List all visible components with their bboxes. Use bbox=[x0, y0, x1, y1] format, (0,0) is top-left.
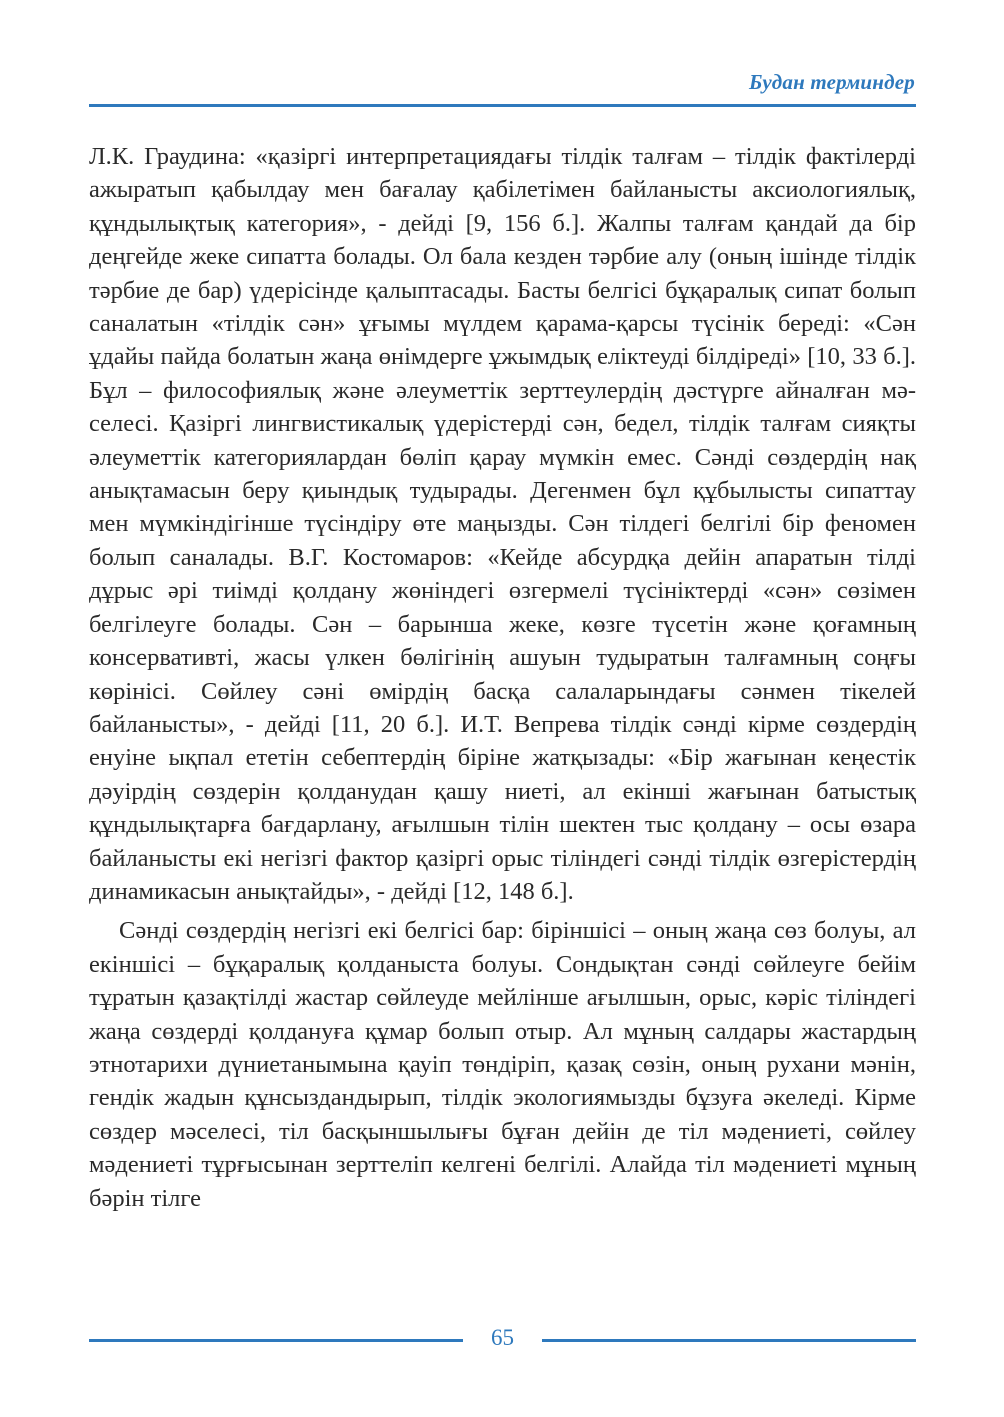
running-header: Будан терминдер bbox=[749, 70, 915, 94]
paragraph-2: Сәнді сөздердің негізгі екі белгісі бар: біріншісі – оның жаңа сөз болуы, ал екіншісі – бұқаралық қолданыста болуы. Сондықтан сәнді сөйлеуге бейім тұратын қазақтілді жастар сөйлеуде мейлінше ағылшын, орыс, кәріс тіліндегі жаңа сөздерді қолдануға құмар болып отыр. Ал мұның салдары жастардың этнотарихи дүниетанымына қауіп төндіріп, қазақ сөзін, оның рухани мәнін, гендік жадын құнсыздандырып, тілдік экологиямызды бұзуға әкеледі. Кірме сөздер мәселесі, тіл басқыншылығы бұған дейін де тіл мәдениеті, сөйлеу мәдениеті тұрғысынан зерттеліп келгені белгілі. Алайда тіл мәдениеті мұның бәрін тілге bbox=[89, 917, 916, 1212]
page-footer bbox=[89, 1325, 916, 1355]
body-text bbox=[89, 140, 916, 1215]
page-number: 65 bbox=[491, 1325, 514, 1350]
footer-rule-right bbox=[542, 1339, 916, 1342]
header-rule bbox=[89, 104, 916, 107]
paragraph-1: Л.К. Граудина: «қазіргі интерпретациядағы тілдік талғам – тілдік фактілерді ажыратып қабылдау мен бағалау қабілетімен байланысты аксиологиялық, құндылықтық категория», - дейді [9, 156 б.]. Жалпы талғам қандай да бір деңгейде жеке сипатта болады. Ол бала кезден тәрбие алу (оның ішінде тілдік тәрбие де бар) үдерісінде қалыптасады. Басты белгісі бұқаралық сипат болып саналатын «тілдік сән» ұғымы мүлдем қарама-қарсы түсінік береді: «Сән ұдайы пайда болатын жаңа өнімдерге ұжымдық еліктеуді білдіреді» [10, 33 б.]. Бұл – философиялық және әлеуметтік зерттеулердің дәстүрге айналған мәселесі. Қазіргі лингвистикалық үдерістерді сән, бедел, тілдік талғам сияқты әлеуметтік категориялардан бөліп қарау мүмкін емес. Сәнді сөздердің нақ анықтамасын беру қиындық тудырады. Дегенмен бұл құбылысты сипаттау мен мүмкіндігінше түсіндіру өте маңызды. Сән тілдегі белгілі бір феномен болып саналады. В.Г. Костомаров: «Кейде абсурдқа дейін апаратын тілді дұрыс әрі тиімді қолдану жөніндегі өзгермелі түсініктерді «сән» сөзімен белгілеуге болады. Сән – барынша жеке, көзге түсетін және қоғамның консервативті, жасы үлкен бөлігінің ашуын тудыратын талғамның соңғы көрінісі. Сөйлеу сәні өмірдің басқа салаларындағы сәнмен тікелей байланысты», - дейді [11, 20 б.]. И.Т. Вепрева тілдік сәнді кірме сөздердің енуіне ықпал ететін себептердің біріне жатқызады: «Бір жағынан кеңестік дәуірдің сөздерін қолданудан қашу ниеті, ал екінші жағынан батыстық құндылықтарға бағдарлану, ағылшын тілін шектен тыс қолдану – осы өзара байланысты екі негізгі фактор қазіргі орыс тіліндегі сәнді тілдік өзгерістердің динамикасын анықтайды», - дейді [12, 148 б.]. bbox=[89, 143, 916, 905]
